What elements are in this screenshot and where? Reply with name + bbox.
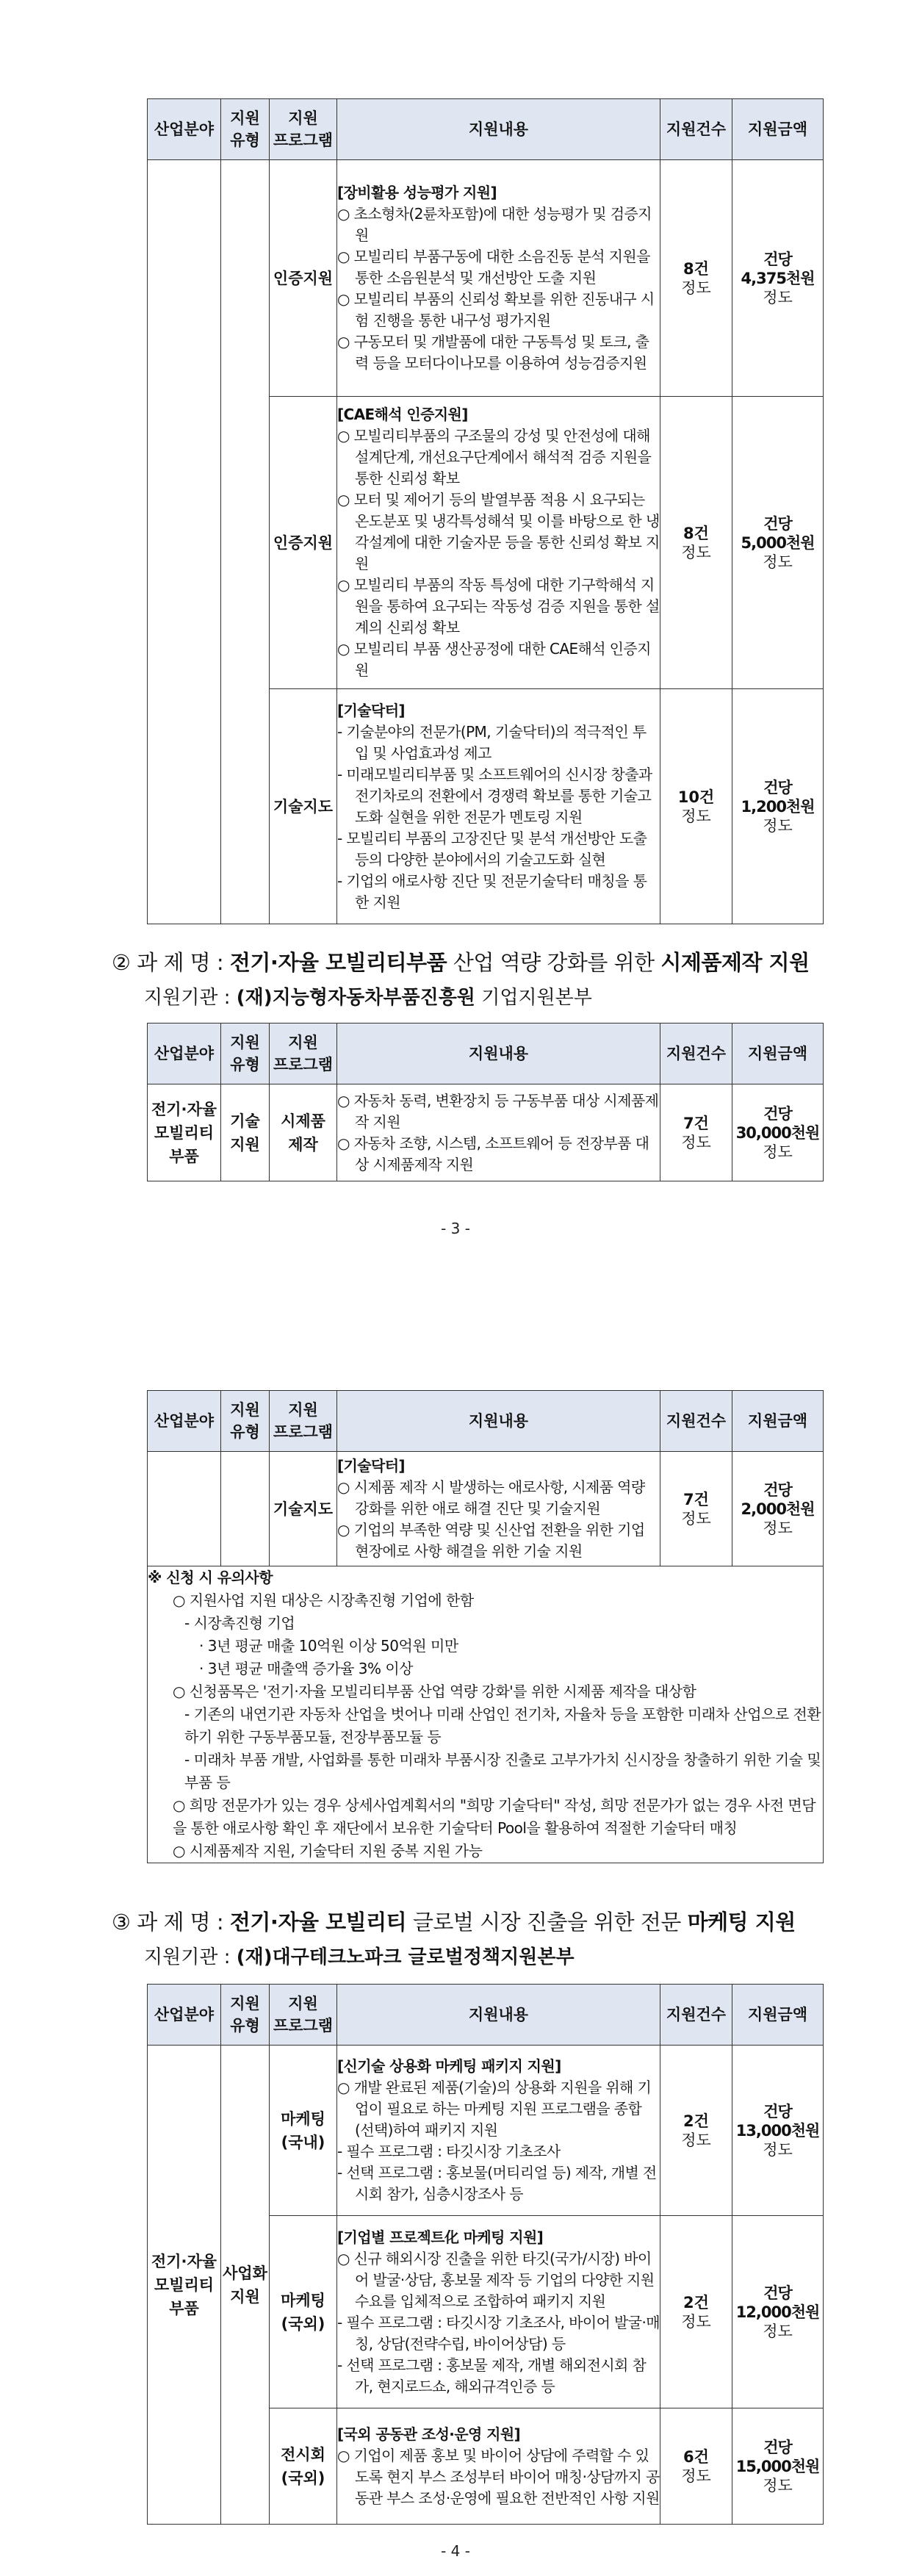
amount-prefix: 건당: [763, 1104, 792, 1123]
industry-cell: 전기·자율 모빌리티 부품: [148, 1084, 221, 1181]
header-amount: 지원금액: [732, 1985, 824, 2046]
org-label: 지원기관 :: [144, 1946, 237, 1968]
header-count: 지원건수: [660, 1023, 732, 1084]
header-program: 지원 프로그램: [270, 1985, 337, 2046]
content-title: [기업별 프로젝트化 마케팅 지원]: [337, 2228, 544, 2246]
industry-cell: 전기·자율 모빌리티 부품: [148, 2046, 221, 2525]
content-line: ○ 자동차 동력, 변환장치 등 구동부품 대상 시제품제작 지원: [337, 1091, 659, 1131]
count-value: 2건: [683, 2112, 709, 2130]
count-suffix: 정도: [681, 807, 711, 825]
content-line: - 필수 프로그램 : 타깃시장 기초조사: [337, 2143, 561, 2160]
content-line: ○ 모빌리티 부품 생산공정에 대한 CAE해석 인증지원: [337, 640, 651, 679]
amount-value: 15,000천원: [735, 2457, 820, 2475]
program-cell: 전시회 (국외): [270, 2408, 337, 2525]
count-cell: [660, 689, 732, 924]
amount-suffix: 정도: [763, 288, 793, 306]
amount-value: 1,200천원: [741, 797, 815, 816]
count-value: 10건: [677, 788, 715, 806]
project-name-bold: 마케팅 지원: [687, 1910, 796, 1935]
type-cell: [221, 1452, 270, 1566]
content-title: [CAE해석 인증지원]: [337, 406, 468, 423]
program-cell: 인증지원: [270, 397, 337, 689]
amount-prefix: 건당: [763, 250, 792, 268]
content-line: - 선택 프로그램 : 홍보물(머티리얼 등) 제작, 개별 전시회 참가, 심층시장조사 등: [337, 2164, 657, 2203]
count-value: 7건: [683, 1114, 709, 1132]
amount-prefix: 건당: [763, 2284, 792, 2302]
program-cell: 마케팅 (국외): [270, 2216, 337, 2408]
content-line: - 모빌리티 부품의 고장진단 및 분석 개선방안 도출 등의 다양한 분야에서의 기술고도화 실현: [337, 829, 647, 868]
amount-value: 12,000천원: [735, 2303, 820, 2321]
page-number: - 4 -: [441, 2542, 470, 2560]
count-cell: [660, 1084, 732, 1181]
amount-suffix: 정도: [763, 2322, 793, 2340]
table-row: [148, 2046, 824, 2216]
content-line: ○ 시제품 제작 시 발생하는 애로사항, 시제품 역량 강화를 위한 애로 해결 진단 및 기술지원: [337, 1478, 645, 1517]
amount-cell: [732, 397, 824, 689]
support-table-3: [147, 1390, 824, 1863]
note-line: ○ 지원사업 지원 대상은 시장촉진형 기업에 한함: [173, 1591, 474, 1609]
project-name-mid: 글로벌 시장 진출을 위한 전문: [406, 1910, 688, 1935]
amount-prefix: 건당: [763, 514, 792, 533]
header-content: 지원내용: [337, 1985, 660, 2046]
count-suffix: 정도: [681, 1133, 711, 1151]
content-title: [기술닥터]: [337, 1457, 405, 1475]
count-suffix: 정도: [681, 2312, 711, 2331]
amount-suffix: 정도: [763, 1519, 793, 1537]
content-cell: [337, 1452, 660, 1566]
note-line: ○ 희망 전문가가 있는 경우 상세사업계획서의 "희망 기술닥터" 작성, 희망 전문가가 없는 경우 사전 면담을 통한 애로사항 확인 후 재단에서 보유한 기술닥터 Pool을 활용하여 적절한 기술닥터 매칭: [173, 1796, 816, 1837]
project-name-bold: 전기·자율 모빌리티부품: [229, 950, 447, 975]
content-cell: [337, 2046, 660, 2216]
amount-suffix: 정도: [763, 2140, 793, 2159]
amount-prefix: 건당: [763, 1481, 792, 1499]
content-line: ○ 구동모터 및 개발품에 대한 구동특성 및 토크, 출력 등을 모터다이나모를 이용하여 성능검증지원: [337, 333, 649, 372]
industry-cell: [148, 1452, 221, 1566]
program-cell: 마케팅 (국내): [270, 2046, 337, 2216]
content-line: - 필수 프로그램 : 타깃시장 기초조사, 바이어 발굴·매칭, 상담(전략수립, 바이어상담) 등: [337, 2313, 660, 2353]
count-cell: [660, 397, 732, 689]
section-number: ③: [112, 1910, 131, 1935]
table-row: [148, 1084, 824, 1181]
amount-value: 30,000천원: [735, 1123, 820, 1142]
section-2-heading: [112, 948, 832, 977]
notes-cell: [148, 1566, 824, 1863]
table-header-row: [148, 1023, 824, 1084]
section-label: 과 제 명 :: [137, 1910, 230, 1935]
table-header-row: [148, 1985, 824, 2046]
content-line: ○ 기업의 부족한 역량 및 신산업 전환을 위한 기업 현장에로 사항 해결을 위한 기술 지원: [337, 1521, 645, 1560]
header-program: 지원 프로그램: [270, 1391, 337, 1452]
content-line: - 선택 프로그램 : 홍보물 제작, 개별 해외전시회 참가, 현지로드쇼, 해외규격인증 등: [337, 2356, 647, 2395]
amount-prefix: 건당: [763, 778, 792, 796]
type-cell: 사업화 지원: [221, 2046, 270, 2525]
count-cell: [660, 2216, 732, 2408]
support-table-4: [147, 1984, 824, 2525]
content-line: - 미래모빌리티부품 및 소프트웨어의 신시장 창출과 전기차로의 전환에서 경쟁력 확보를 통한 기술고도화 실현을 위한 전문가 멘토링 지원: [337, 765, 652, 826]
count-value: 8건: [683, 524, 709, 542]
content-line: ○ 자동차 조향, 시스템, 소프트웨어 등 전장부품 대상 시제품제작 지원: [337, 1134, 649, 1173]
content-title: [장비활용 성능평가 지원]: [337, 184, 497, 201]
note-line: ○ 신청품목은 '전기·자율 모빌리티부품 산업 역량 강화'를 위한 시제품 제작을 대상함: [173, 1683, 696, 1700]
content-cell: [337, 397, 660, 689]
content-line: ○ 신규 해외시장 진출을 위한 타깃(국가/시장) 바이어 발굴·상담, 홍보물 제작 등 기업의 다양한 지원 수요를 입체적으로 조합하여 패키지 지원: [337, 2249, 655, 2310]
header-type: 지원 유형: [221, 99, 270, 160]
amount-cell: [732, 1084, 824, 1181]
content-cell: [337, 689, 660, 924]
amount-suffix: 정도: [763, 553, 793, 571]
header-count: 지원건수: [660, 1985, 732, 2046]
table-row: [148, 160, 824, 397]
header-type: 지원 유형: [221, 1985, 270, 2046]
amount-cell: [732, 2408, 824, 2525]
page-number: - 3 -: [441, 1220, 470, 1237]
count-suffix: 정도: [681, 543, 711, 561]
amount-cell: [732, 160, 824, 397]
note-line: · 3년 평균 매출액 증가율 3% 이상: [199, 1660, 413, 1677]
table-header-row: [148, 99, 824, 160]
header-industry: 산업분야: [148, 1985, 221, 2046]
content-line: ○ 모빌리티 부품의 작동 특성에 대한 기구학해석 지원을 통하여 요구되는 작동성 검증 지원을 통한 설계의 신뢰성 확보: [337, 576, 660, 636]
amount-value: 5,000천원: [741, 533, 815, 552]
content-title: [국외 공동관 조성·운영 지원]: [337, 2425, 521, 2443]
amount-prefix: 건당: [763, 2438, 792, 2456]
content-line: ○ 모빌리티 부품구동에 대한 소음진동 분석 지원을 통한 소음원분석 및 개선방안 도출 지원: [337, 248, 650, 287]
section-label: 과 제 명 :: [137, 950, 230, 975]
count-value: 7건: [683, 1490, 709, 1508]
header-industry: 산업분야: [148, 1391, 221, 1452]
notes-title: ※ 신청 시 유의사항: [148, 1569, 273, 1586]
header-amount: 지원금액: [732, 1023, 824, 1084]
program-cell: 인증지원: [270, 160, 337, 397]
content-line: ○ 개발 완료된 제품(기술)의 상용화 지원을 위해 기업이 필요로 하는 마케팅 지원 프로그램을 종합(선택)하여 패키지 지원: [337, 2079, 652, 2139]
header-amount: 지원금액: [732, 99, 824, 160]
count-suffix: 정도: [681, 278, 711, 297]
amount-value: 4,375천원: [741, 269, 815, 287]
header-content: 지원내용: [337, 99, 660, 160]
count-suffix: 정도: [681, 2131, 711, 2149]
amount-prefix: 건당: [763, 2102, 792, 2120]
section-number: ②: [112, 950, 131, 975]
header-count: 지원건수: [660, 1391, 732, 1452]
header-amount: 지원금액: [732, 1391, 824, 1452]
count-cell: [660, 1452, 732, 1566]
amount-cell: [732, 2046, 824, 2216]
count-cell: [660, 2408, 732, 2525]
project-name-bold: 시제품제작 지원: [660, 950, 810, 975]
program-cell: 기술지도: [270, 689, 337, 924]
amount-suffix: 정도: [763, 1143, 793, 1161]
content-line: ○ 모터 및 제어기 등의 발열부품 적용 시 요구되는 온도분포 및 냉각특성해석 및 이를 바탕으로 한 냉각설계에 대한 기술자문 등을 통한 신뢰성 확보 지원: [337, 491, 660, 572]
section-3-heading: [112, 1907, 832, 1937]
count-cell: [660, 2046, 732, 2216]
count-suffix: 정도: [681, 1509, 711, 1528]
table-header-row: [148, 1391, 824, 1452]
org-name: (재)대구테크노파크 글로벌정책지원본부: [236, 1946, 575, 1968]
content-line: - 기업의 애로사항 진단 및 전문기술닥터 매칭을 통한 지원: [337, 871, 647, 911]
header-industry: 산업분야: [148, 1023, 221, 1084]
content-cell: [337, 2408, 660, 2525]
count-value: 8건: [683, 259, 709, 278]
header-content: 지원내용: [337, 1391, 660, 1452]
section-3-org: [144, 1944, 575, 1971]
notes-row: [148, 1566, 824, 1863]
project-name-mid: 산업 역량 강화를 위한: [447, 950, 661, 975]
type-cell: [221, 160, 270, 924]
header-program: 지원 프로그램: [270, 99, 337, 160]
content-cell: [337, 1084, 660, 1181]
note-line: ○ 시제품제작 지원, 기술닥터 지원 중복 지원 가능: [173, 1842, 483, 1860]
content-line: ○ 기업이 제품 홍보 및 바이어 상담에 주력할 수 있도록 현지 부스 조성부터 바이어 매칭·상담까지 공동관 부스 조성·운영에 필요한 전반적인 사항 지원: [337, 2446, 660, 2507]
amount-cell: [732, 2216, 824, 2408]
content-line: ○ 모빌리티부품의 구조물의 강성 및 안전성에 대해 설계단계, 개선요구단계에서 해석적 검증 지원을 통한 신뢰성 확보: [337, 427, 652, 487]
count-cell: [660, 160, 732, 397]
content-line: ○ 초소형차(2륜차포함)에 대한 성능평가 및 검증지원: [337, 205, 652, 244]
header-type: 지원 유형: [221, 1391, 270, 1452]
support-table-1: [147, 98, 824, 924]
header-industry: 산업분야: [148, 99, 221, 160]
header-type: 지원 유형: [221, 1023, 270, 1084]
note-line: - 기존의 내연기관 자동차 산업을 벗어나 미래 산업인 전기차, 자율차 등을 포함한 미래차 산업으로 전환하기 위한 구동부품모듈, 전장부품모듈 등: [184, 1705, 821, 1746]
program-cell: 시제품 제작: [270, 1084, 337, 1181]
content-cell: [337, 2216, 660, 2408]
header-content: 지원내용: [337, 1023, 660, 1084]
project-name-bold: 전기·자율 모빌리티: [229, 1910, 407, 1935]
content-cell: [337, 160, 660, 397]
content-title: [신기술 상용화 마케팅 패키지 지원]: [337, 2057, 561, 2075]
content-line: ○ 모빌리티 부품의 신뢰성 확보를 위한 진동내구 시험 진행을 통한 내구성 평가지원: [337, 290, 655, 329]
note-line: - 시장촉진형 기업: [184, 1614, 295, 1632]
support-table-2: [147, 1023, 824, 1181]
amount-value: 13,000천원: [735, 2121, 820, 2140]
content-line: - 기술분야의 전문가(PM, 기술닥터)의 적극적인 투입 및 사업효과성 제고: [337, 722, 647, 762]
section-2-org: [144, 985, 592, 1011]
note-line: · 3년 평균 매출 10억원 이상 50억원 미만: [199, 1637, 458, 1655]
header-count: 지원건수: [660, 99, 732, 160]
org-label: 지원기관 :: [144, 987, 237, 1009]
count-value: 2건: [683, 2293, 709, 2311]
note-line: - 미래차 부품 개발, 사업화를 통한 미래차 부품시장 진출로 고부가가치 신시장을 창출하기 위한 기술 및 부품 등: [184, 1751, 821, 1791]
amount-value: 2,000천원: [741, 1500, 815, 1518]
content-title: [기술닥터]: [337, 701, 405, 719]
org-name: (재)지능형자동차부품진흥원: [236, 987, 475, 1009]
count-suffix: 정도: [681, 2467, 711, 2485]
header-program: 지원 프로그램: [270, 1023, 337, 1084]
org-dept: 기업지원본부: [475, 987, 592, 1009]
amount-suffix: 정도: [763, 816, 793, 835]
program-cell: 기술지도: [270, 1452, 337, 1566]
industry-cell: [148, 160, 221, 924]
type-cell: 기술 지원: [221, 1084, 270, 1181]
table-row: [148, 1452, 824, 1566]
amount-cell: [732, 1452, 824, 1566]
amount-suffix: 정도: [763, 2476, 793, 2494]
count-value: 6건: [683, 2447, 709, 2466]
amount-cell: [732, 689, 824, 924]
